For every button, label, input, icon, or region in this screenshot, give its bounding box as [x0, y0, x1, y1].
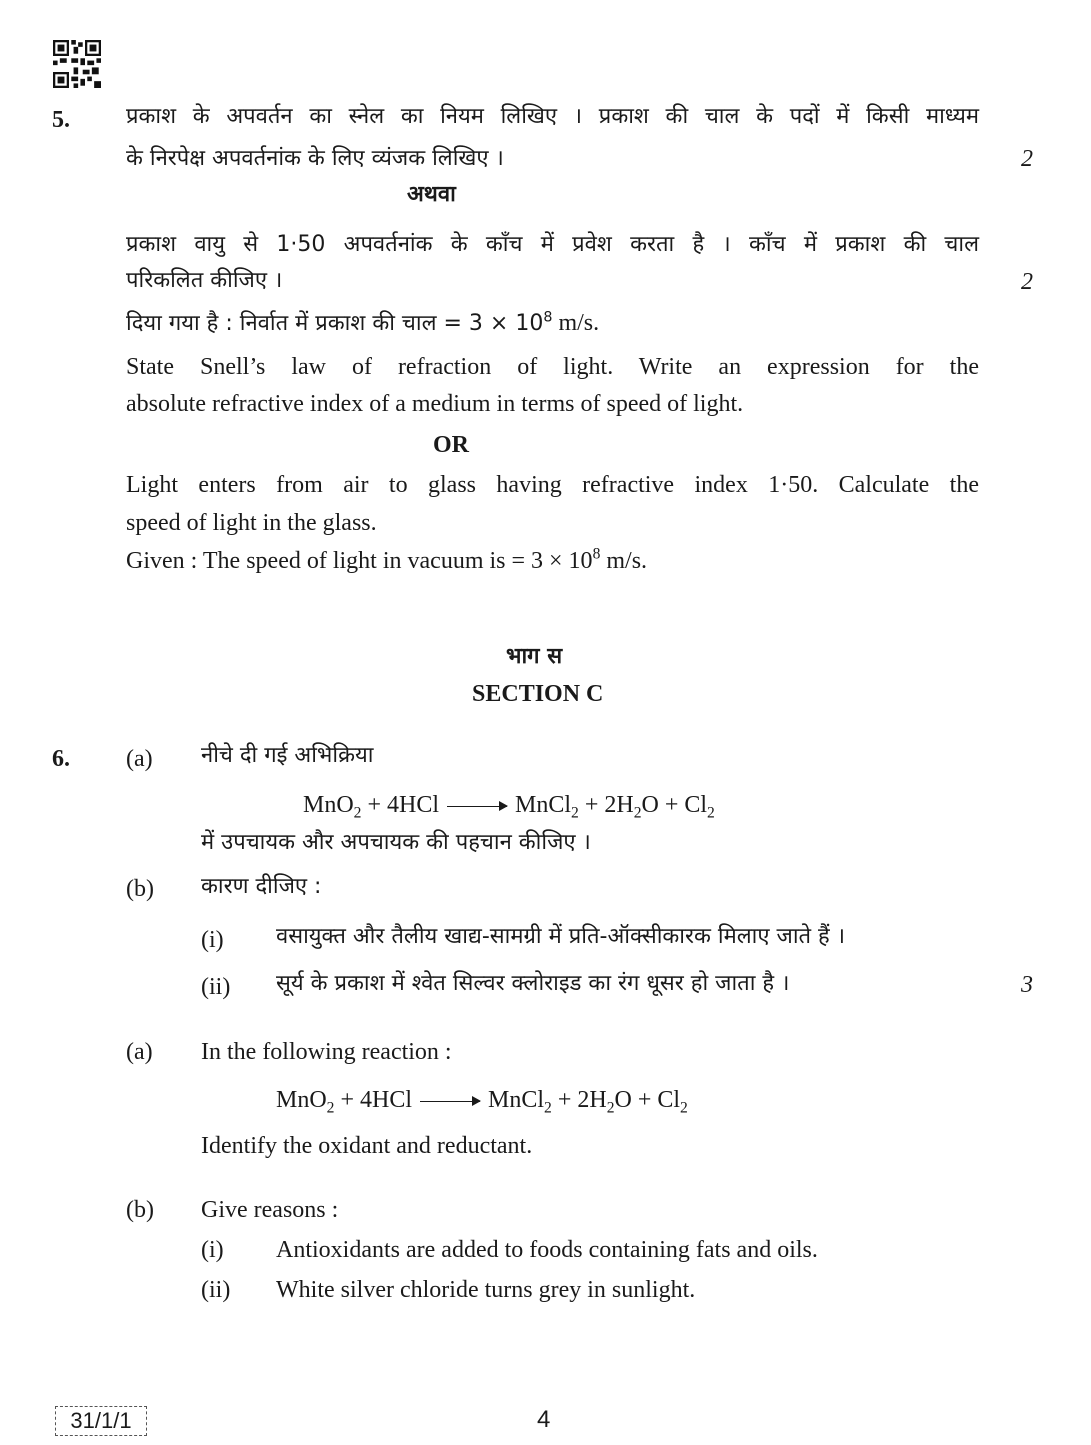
q5-english-line-1: State Snell’s law of refraction of light. Write an expression for the: [126, 354, 979, 380]
q5-hindi-line-2: के निरपेक्ष अपवर्तनांक के लिए व्यंजक लिखिए ।: [126, 146, 504, 171]
q6-hindi-i-label: (i): [201, 927, 224, 953]
q6-english-a-label: (a): [126, 1039, 153, 1065]
q6-english-i-label: (i): [201, 1237, 224, 1263]
q5-hindi-or-line-1: प्रकाश वायु से 1·50 अपवर्तनांक के काँच में प्रवेश करता है । काँच में प्रकाश की चाल: [126, 232, 979, 257]
q5-hindi-given: दिया गया है : निर्वात में प्रकाश की चाल = $3 \times 10^8$ m/s.: [126, 309, 600, 336]
section-title-hindi: भाग स: [506, 644, 563, 669]
reaction-arrow-icon: [447, 806, 507, 807]
q6-english-a-text: In the following reaction :: [201, 1039, 452, 1065]
q5-english-or: OR: [433, 432, 469, 458]
q6-english-b-label: (b): [126, 1197, 154, 1223]
q6-hindi-equation: MnO$_2$ + 4HCl MnCl$_2$ + $2H_2O + Cl_2$: [303, 792, 715, 822]
q5-hindi-or: अथवा: [407, 182, 456, 207]
q5-english-or-line-2: speed of light in the glass.: [126, 510, 377, 536]
q5-hindi-or-line-2: परिकलित कीजिए ।: [126, 268, 283, 293]
q6-marks: 3: [1021, 972, 1033, 998]
section-title-english: SECTION C: [472, 681, 604, 707]
q5-marks: 2: [1021, 146, 1033, 172]
q6-hindi-b-text: कारण दीजिए :: [201, 874, 322, 899]
q6-hindi-a-label: (a): [126, 746, 153, 772]
q6-english-b-text: Give reasons :: [201, 1197, 339, 1223]
paper-code: 31/1/1: [55, 1406, 147, 1436]
q5-hindi-line-1: प्रकाश के अपवर्तन का स्नेल का नियम लिखिए । प्रकाश की चाल के पदों में किसी माध्यम: [126, 104, 979, 129]
q5-english-given: Given : The speed of light in vacuum is = $3 \times 10^8$ m/s.: [126, 545, 648, 574]
question-6-number: 6.: [52, 746, 70, 772]
q6-hindi-a-text-2: में उपचायक और अपचायक की पहचान कीजिए ।: [201, 830, 591, 855]
reaction-arrow-icon: [420, 1101, 480, 1102]
question-5-number: 5.: [52, 107, 70, 133]
q6-english-equation: MnO$_2$ + 4HCl MnCl$_2$ + $2H_2O + Cl_2$: [276, 1087, 688, 1117]
q6-english-a-text-2: Identify the oxidant and reductant.: [201, 1133, 533, 1159]
q6-hindi-b-label: (b): [126, 876, 154, 902]
q5-english-or-line-1: Light enters from air to glass having refractive index 1·50. Calculate the: [126, 472, 979, 498]
q6-hindi-a-text: नीचे दी गई अभिक्रिया: [201, 743, 374, 768]
q6-hindi-ii-label: (ii): [201, 974, 231, 1000]
q6-english-i-text: Antioxidants are added to foods containing fats and oils.: [276, 1237, 818, 1263]
q5-english-line-2: absolute refractive index of a medium in terms of speed of light.: [126, 391, 744, 417]
q6-hindi-i-text: वसायुक्त और तैलीय खाद्य-सामग्री में प्रति-ऑक्सीकारक मिलाए जाते हैं ।: [276, 924, 846, 949]
qr-code-icon: [53, 40, 101, 88]
q6-english-ii-text: White silver chloride turns grey in sunlight.: [276, 1277, 696, 1303]
page-number: 4: [537, 1406, 551, 1433]
q5-or-marks: 2: [1021, 269, 1033, 295]
q6-english-ii-label: (ii): [201, 1277, 231, 1303]
q6-hindi-ii-text: सूर्य के प्रकाश में श्वेत सिल्वर क्लोराइड का रंग धूसर हो जाता है ।: [276, 971, 790, 996]
